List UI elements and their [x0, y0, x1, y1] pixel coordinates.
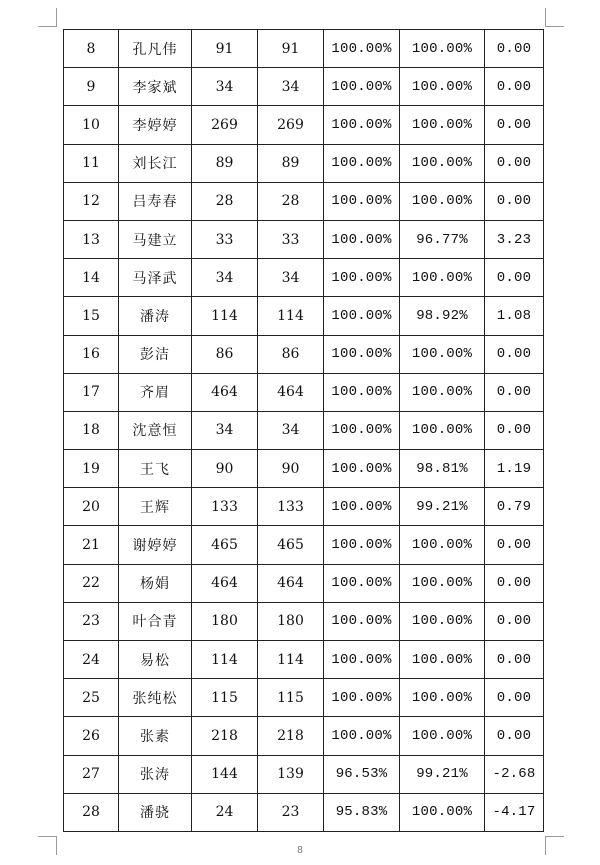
cell-number: 21 [64, 526, 119, 564]
crop-mark-top-right [545, 8, 564, 27]
cell-rate-2: 100.00% [400, 30, 485, 68]
cell-rate-1: 100.00% [324, 411, 400, 449]
cell-rate-2: 96.77% [400, 220, 485, 258]
cell-name: 杨娟 [119, 564, 192, 602]
table-row [64, 259, 544, 297]
cell-count-b: 90 [258, 450, 324, 488]
cell-difference: 0.00 [485, 106, 544, 144]
cell-number: 8 [64, 30, 119, 68]
cell-number: 16 [64, 335, 119, 373]
cell-number: 12 [64, 182, 119, 220]
cell-rate-1: 100.00% [324, 526, 400, 564]
table-row [64, 182, 544, 220]
cell-rate-2: 100.00% [400, 373, 485, 411]
cell-name: 张涛 [119, 755, 192, 793]
cell-number: 19 [64, 450, 119, 488]
cell-name: 马泽武 [119, 259, 192, 297]
cell-count-a: 24 [192, 793, 258, 831]
cell-count-a: 115 [192, 679, 258, 717]
cell-rate-1: 95.83% [324, 793, 400, 831]
cell-rate-2: 100.00% [400, 679, 485, 717]
cell-rate-2: 98.81% [400, 450, 485, 488]
cell-number: 24 [64, 641, 119, 679]
cell-rate-1: 100.00% [324, 335, 400, 373]
cell-rate-1: 100.00% [324, 30, 400, 68]
crop-mark-top-left [38, 8, 57, 27]
cell-rate-2: 100.00% [400, 259, 485, 297]
cell-count-b: 89 [258, 144, 324, 182]
cell-number: 14 [64, 259, 119, 297]
cell-rate-1: 100.00% [324, 717, 400, 755]
cell-rate-1: 100.00% [324, 297, 400, 335]
cell-difference: -2.68 [485, 755, 544, 793]
cell-number: 11 [64, 144, 119, 182]
cell-difference: 1.19 [485, 450, 544, 488]
cell-count-a: 114 [192, 297, 258, 335]
cell-difference: 0.00 [485, 30, 544, 68]
cell-name: 吕寿春 [119, 182, 192, 220]
cell-rate-1: 100.00% [324, 106, 400, 144]
cell-count-a: 28 [192, 182, 258, 220]
cell-difference: -4.17 [485, 793, 544, 831]
cell-count-b: 180 [258, 602, 324, 640]
cell-rate-2: 99.21% [400, 755, 485, 793]
cell-rate-1: 100.00% [324, 373, 400, 411]
cell-rate-1: 100.00% [324, 602, 400, 640]
cell-number: 22 [64, 564, 119, 602]
cell-count-b: 139 [258, 755, 324, 793]
cell-number: 25 [64, 679, 119, 717]
cell-rate-1: 100.00% [324, 641, 400, 679]
cell-count-b: 28 [258, 182, 324, 220]
cell-count-a: 464 [192, 564, 258, 602]
cell-name: 沈意恒 [119, 411, 192, 449]
cell-difference: 0.00 [485, 182, 544, 220]
cell-count-a: 34 [192, 259, 258, 297]
cell-count-b: 114 [258, 297, 324, 335]
table-row [64, 450, 544, 488]
cell-rate-1: 96.53% [324, 755, 400, 793]
table-row [64, 297, 544, 335]
table-row [64, 373, 544, 411]
cell-count-b: 464 [258, 564, 324, 602]
cell-name: 彭洁 [119, 335, 192, 373]
table-body [64, 30, 544, 832]
table-row [64, 564, 544, 602]
cell-number: 26 [64, 717, 119, 755]
cell-number: 18 [64, 411, 119, 449]
cell-rate-2: 100.00% [400, 602, 485, 640]
cell-name: 孔凡伟 [119, 30, 192, 68]
table-row [64, 30, 544, 68]
cell-count-a: 465 [192, 526, 258, 564]
cell-rate-2: 100.00% [400, 335, 485, 373]
cell-number: 13 [64, 220, 119, 258]
cell-count-b: 91 [258, 30, 324, 68]
table-row [64, 717, 544, 755]
cell-count-b: 464 [258, 373, 324, 411]
table-row [64, 641, 544, 679]
cell-count-b: 23 [258, 793, 324, 831]
cell-count-a: 180 [192, 602, 258, 640]
table-row [64, 106, 544, 144]
cell-count-b: 34 [258, 411, 324, 449]
cell-difference: 0.00 [485, 335, 544, 373]
cell-count-b: 465 [258, 526, 324, 564]
cell-count-b: 218 [258, 717, 324, 755]
cell-difference: 0.00 [485, 679, 544, 717]
cell-rate-1: 100.00% [324, 144, 400, 182]
cell-count-b: 114 [258, 641, 324, 679]
cell-count-a: 90 [192, 450, 258, 488]
cell-name: 张纯松 [119, 679, 192, 717]
cell-difference: 0.00 [485, 373, 544, 411]
cell-rate-2: 100.00% [400, 717, 485, 755]
cell-difference: 0.00 [485, 564, 544, 602]
cell-rate-1: 100.00% [324, 564, 400, 602]
cell-number: 28 [64, 793, 119, 831]
cell-count-b: 33 [258, 220, 324, 258]
cell-rate-2: 99.21% [400, 488, 485, 526]
cell-rate-1: 100.00% [324, 488, 400, 526]
cell-rate-2: 100.00% [400, 526, 485, 564]
cell-count-b: 86 [258, 335, 324, 373]
table-row [64, 220, 544, 258]
cell-difference: 1.08 [485, 297, 544, 335]
cell-count-b: 115 [258, 679, 324, 717]
cell-difference: 0.00 [485, 259, 544, 297]
cell-count-b: 133 [258, 488, 324, 526]
table-row [64, 488, 544, 526]
cell-name: 王辉 [119, 488, 192, 526]
cell-count-a: 34 [192, 411, 258, 449]
table-row [64, 144, 544, 182]
cell-count-a: 33 [192, 220, 258, 258]
cell-name: 李家斌 [119, 68, 192, 106]
table-row [64, 68, 544, 106]
cell-rate-2: 100.00% [400, 793, 485, 831]
cell-count-a: 114 [192, 641, 258, 679]
cell-count-b: 34 [258, 259, 324, 297]
cell-rate-1: 100.00% [324, 450, 400, 488]
cell-count-a: 144 [192, 755, 258, 793]
data-table [63, 29, 544, 832]
cell-rate-2: 100.00% [400, 106, 485, 144]
cell-name: 叶合青 [119, 602, 192, 640]
page-number: 8 [297, 845, 303, 856]
cell-count-a: 91 [192, 30, 258, 68]
cell-name: 李婷婷 [119, 106, 192, 144]
cell-number: 20 [64, 488, 119, 526]
cell-rate-2: 100.00% [400, 564, 485, 602]
cell-rate-2: 100.00% [400, 641, 485, 679]
cell-count-a: 269 [192, 106, 258, 144]
table-row [64, 335, 544, 373]
cell-name: 刘长江 [119, 144, 192, 182]
cell-number: 17 [64, 373, 119, 411]
cell-rate-1: 100.00% [324, 220, 400, 258]
cell-difference: 0.00 [485, 411, 544, 449]
cell-rate-1: 100.00% [324, 679, 400, 717]
cell-name: 潘骁 [119, 793, 192, 831]
cell-difference: 0.00 [485, 602, 544, 640]
table-row [64, 526, 544, 564]
cell-rate-1: 100.00% [324, 68, 400, 106]
cell-number: 15 [64, 297, 119, 335]
table-row [64, 755, 544, 793]
cell-rate-2: 98.92% [400, 297, 485, 335]
cell-number: 23 [64, 602, 119, 640]
cell-rate-2: 100.00% [400, 68, 485, 106]
cell-rate-2: 100.00% [400, 182, 485, 220]
cell-name: 潘涛 [119, 297, 192, 335]
cell-name: 齐眉 [119, 373, 192, 411]
cell-count-a: 218 [192, 717, 258, 755]
cell-difference: 0.00 [485, 641, 544, 679]
cell-name: 马建立 [119, 220, 192, 258]
cell-number: 9 [64, 68, 119, 106]
cell-count-a: 89 [192, 144, 258, 182]
cell-name: 谢婷婷 [119, 526, 192, 564]
cell-rate-2: 100.00% [400, 411, 485, 449]
cell-number: 10 [64, 106, 119, 144]
cell-count-a: 34 [192, 68, 258, 106]
table-row [64, 411, 544, 449]
cell-count-b: 269 [258, 106, 324, 144]
cell-difference: 0.00 [485, 68, 544, 106]
cell-difference: 0.79 [485, 488, 544, 526]
cell-number: 27 [64, 755, 119, 793]
cell-name: 王飞 [119, 450, 192, 488]
cell-count-a: 133 [192, 488, 258, 526]
cell-count-a: 464 [192, 373, 258, 411]
cell-rate-2: 100.00% [400, 144, 485, 182]
cell-rate-1: 100.00% [324, 259, 400, 297]
cell-name: 易松 [119, 641, 192, 679]
cell-difference: 0.00 [485, 526, 544, 564]
cell-difference: 0.00 [485, 144, 544, 182]
cell-count-a: 86 [192, 335, 258, 373]
cell-rate-1: 100.00% [324, 182, 400, 220]
table-row [64, 793, 544, 831]
cell-name: 张素 [119, 717, 192, 755]
cell-difference: 0.00 [485, 717, 544, 755]
cell-difference: 3.23 [485, 220, 544, 258]
table-row [64, 602, 544, 640]
cell-count-b: 34 [258, 68, 324, 106]
table-row [64, 679, 544, 717]
